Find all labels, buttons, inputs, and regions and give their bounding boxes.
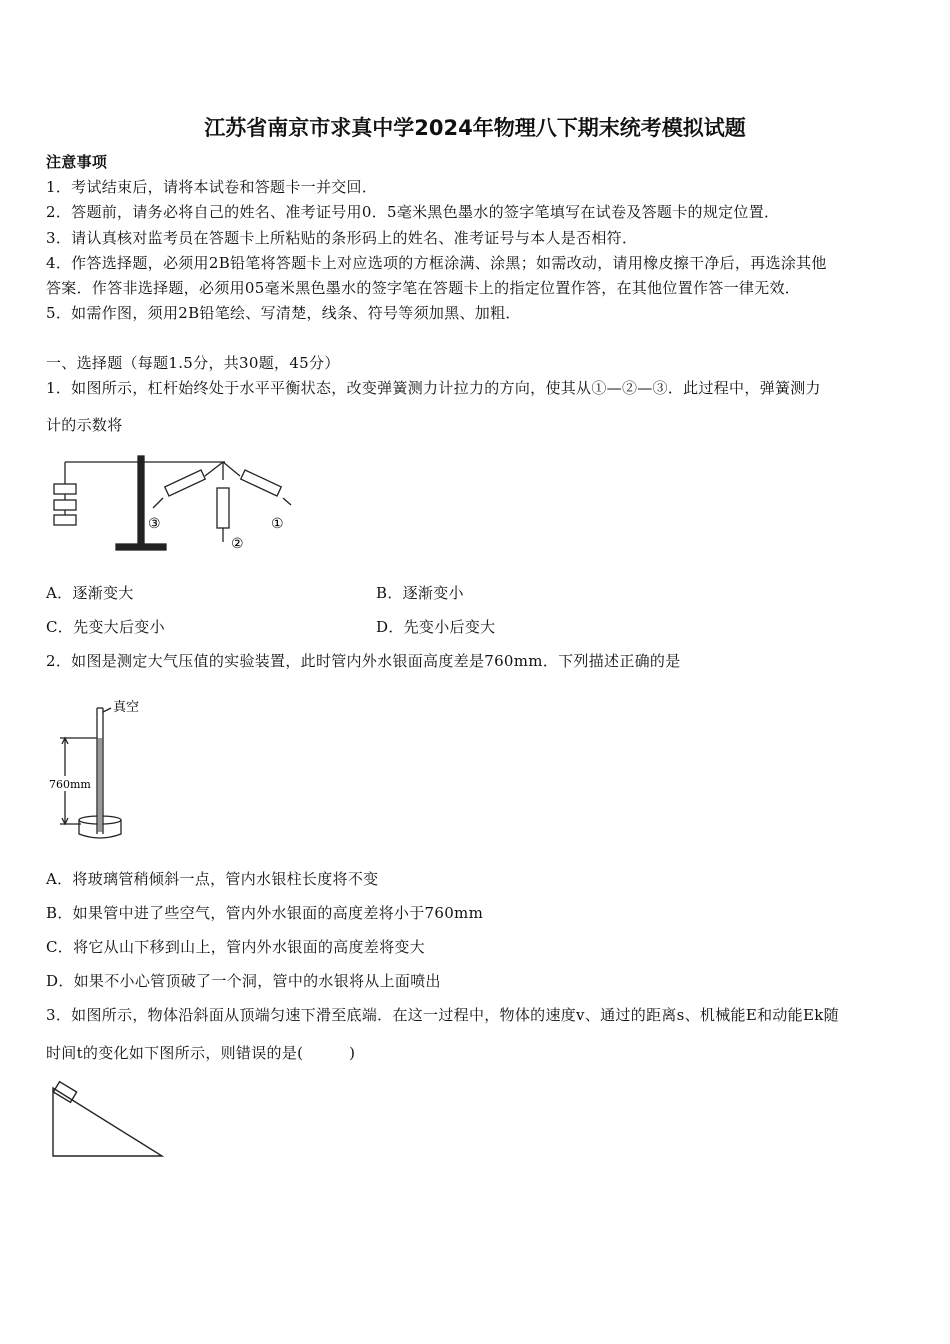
notice-item-3: 3．请认真核对监考员在答题卡上所粘贴的条形码上的姓名、准考证号与本人是否相符． [46, 229, 638, 247]
notice-item-5: 5．如需作图，须用2B铅笔绘、写清楚，线条、符号等须加黑、加粗． [46, 304, 521, 322]
notice-item-1: 1．考试结束后，请将本试卷和答题卡一并交回． [46, 178, 378, 196]
notice-item-2: 2．答题前，请务必将自己的姓名、准考证号用0．5毫米黑色墨水的签字笔填写在试卷及答题卡的规定位置． [46, 203, 780, 221]
notice-item-4: 4．作答选择题，必须用2B铅笔将答题卡上对应选项的方框涂满、涂黑；如需改动，请用橡皮擦干净后，再选涂其他 [46, 254, 827, 272]
q1-option-d: D．先变小后变大 [376, 618, 496, 636]
notice-heading: 注意事项 [46, 153, 108, 171]
q2-option-a: A．将玻璃管稍倾斜一点，管内水银柱长度将不变 [46, 870, 379, 888]
vacuum-label: 真空 [113, 700, 140, 715]
q3-stem-line1: 3．如图所示，物体沿斜面从顶端匀速下滑至底端．在这一过程中，物体的速度v、通过的距离s、机械能E和动能Ek随 [46, 1006, 839, 1024]
label-3: ③ [148, 516, 161, 532]
incline-figure [45, 1076, 175, 1166]
notice-item-4-cont: 答案．作答非选择题，必须用05毫米黑色墨水的签字笔在答题卡上的指定位置作答，在其他位置作答一律无效． [46, 279, 801, 297]
lever-figure [45, 450, 305, 560]
q2-option-b: B．如果管中进了些空气，管内外水银面的高度差将小于760mm [46, 904, 484, 922]
section-heading: 一、选择题（每题1.5分，共30题，45分） [46, 354, 340, 372]
barometer-figure [45, 696, 155, 846]
q2-option-c: C．将它从山下移到山上，管内外水银面的高度差将变大 [46, 938, 425, 956]
q2-stem: 2．如图是测定大气压值的实验装置，此时管内外水银面高度差是760mm．下列描述正确的是 [46, 652, 681, 670]
page-title: 江苏省南京市求真中学2024年物理八下期末统考模拟试题 [204, 116, 746, 140]
q1-option-a: A．逐渐变大 [46, 584, 134, 602]
q1-option-c: C．先变大后变小 [46, 618, 165, 636]
label-2: ② [231, 536, 244, 552]
height-label: 760mm [49, 778, 91, 791]
q1-stem-line1: 1．如图所示，杠杆始终处于水平平衡状态，改变弹簧测力计拉力的方向，使其从①—②—③．此过程中，弹簧测力 [46, 379, 821, 397]
q1-stem-line2: 计的示数将 [46, 416, 123, 434]
label-1: ① [271, 516, 284, 532]
q3-stem-line2: 时间t的变化如下图所示，则错误的是( ) [46, 1044, 356, 1062]
q2-option-d: D．如果不小心管顶破了一个洞，管中的水银将从上面喷出 [46, 972, 441, 990]
q1-option-b: B．逐渐变小 [376, 584, 464, 602]
